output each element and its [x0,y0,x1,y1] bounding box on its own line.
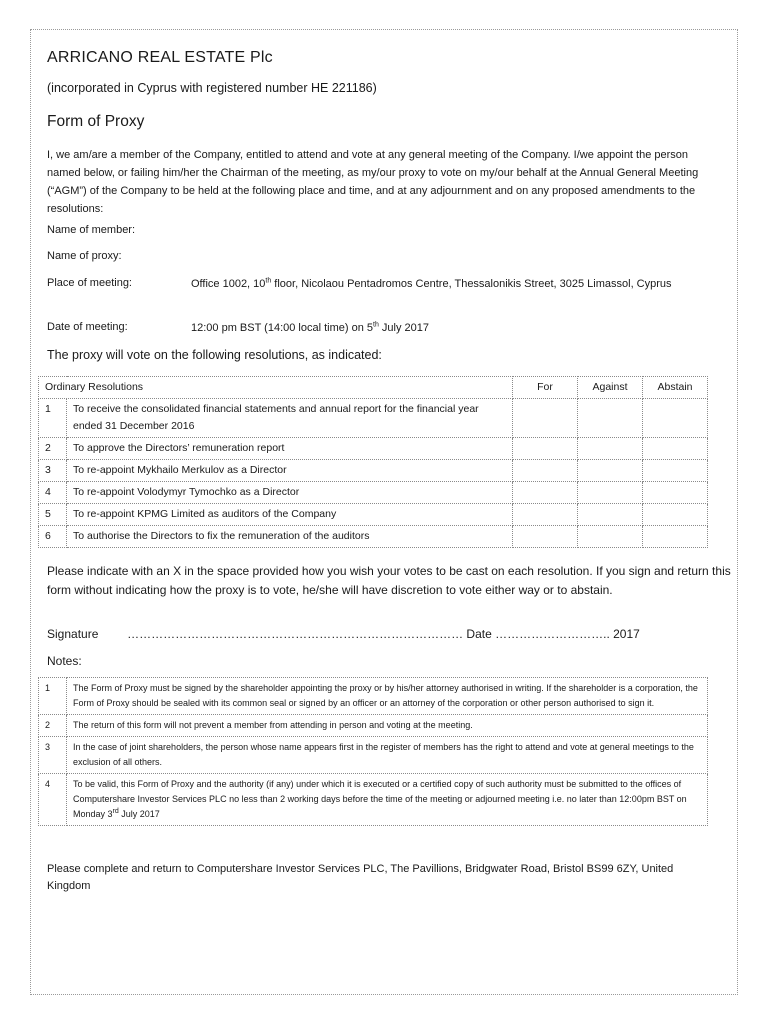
resolution-number: 3 [39,460,67,482]
col-for: For [513,377,578,399]
proxy-name-label: Name of proxy: [47,250,122,262]
vote-for-cell[interactable] [513,526,578,548]
table-row [39,678,708,715]
resolution-number: 5 [39,504,67,526]
note-text: In the case of joint shareholders, the person whose name appears first in the register of members has the right to attend and vote at general meetings to the exclusion of all others. [67,737,708,774]
place-label: Place of meeting: [47,277,132,289]
company-name: ARRICANO REAL ESTATE Plc [47,49,273,66]
signature-row [47,627,640,641]
date-line[interactable]: ……………………….. [495,627,610,641]
resolution-number: 1 [39,399,67,438]
vote-abstain-cell[interactable] [643,460,708,482]
col-abstain: Abstain [643,377,708,399]
vote-against-cell[interactable] [578,438,643,460]
resolutions-table [38,376,708,548]
note-number: 2 [39,715,67,737]
date-value-part-b: July 2017 [378,322,430,334]
vote-against-cell[interactable] [578,482,643,504]
signature-line[interactable]: ………………………………………………………………………… [127,627,464,641]
vote-against-cell[interactable] [578,399,643,438]
date-label: Date of meeting: [47,321,128,333]
date-value-sup: th [373,321,379,329]
vote-abstain-cell[interactable] [643,482,708,504]
resolution-text: To receive the consolidated financial statements and annual report for the financial year ended 31 December 2016 [67,399,513,438]
place-value-part-b: floor, Nicolaou Pentadromos Centre, Thessalonikis Street, 3025 Limassol, Cyprus [271,278,672,290]
return-instructions: Please complete and return to Computershare Investor Services PLC, The Pavillions, Bridgwater Road, Bristol BS99 6ZY, United Kingdom [47,863,674,892]
note-text: The Form of Proxy must be signed by the shareholder appointing the proxy or by his/her attorney authorised in writing. If the shareholder is a corporation, the Form of Proxy should be sealed with its common seal or signed by an officer or an attorney of the corporation or other person authorised to sign it. [67,678,708,715]
note-text-part-b: July 2017 [118,809,160,819]
member-name-label: Name of member: [47,224,136,236]
table-row [39,504,708,526]
vote-for-cell[interactable] [513,482,578,504]
resolution-text: To re-appoint Mykhailo Merkulov as a Director [67,460,513,482]
vote-abstain-cell[interactable] [643,438,708,460]
note-text-part-a: To be valid, this Form of Proxy and the authority (if any) under which it is executed or a certified copy of such authority must be submitted to the offices of Computershare Investor Services PLC no less than 2 working days before the time of the meeting or adjourned meeting i.e. no later than 12:00pm BST on Monday 3 [73,779,687,819]
resolutions-header: Ordinary Resolutions [39,377,513,399]
vote-abstain-cell[interactable] [643,526,708,548]
vote-for-cell[interactable] [513,438,578,460]
vote-for-cell[interactable] [513,460,578,482]
note-number: 4 [39,774,67,826]
resolution-text: To re-appoint Volodymyr Tymochko as a Director [67,482,513,504]
incorporation-note: (incorporated in Cyprus with registered number HE 221186) [47,81,377,95]
place-value [191,276,691,293]
table-row [39,715,708,737]
resolution-text: To re-appoint KPMG Limited as auditors of the Company [67,504,513,526]
form-title: Form of Proxy [47,113,145,130]
vote-for-cell[interactable] [513,399,578,438]
resolution-number: 6 [39,526,67,548]
table-row [39,438,708,460]
place-value-sup: th [265,277,272,285]
note-text [67,774,708,826]
resolution-text: To authorise the Directors to fix the remuneration of the auditors [67,526,513,548]
signature-year: 2017 [613,627,640,641]
table-row [39,774,708,826]
resolution-number: 2 [39,438,67,460]
resolution-number: 4 [39,482,67,504]
resolution-text: To approve the Directors’ remuneration report [67,438,513,460]
vote-against-cell[interactable] [578,504,643,526]
note-number: 1 [39,678,67,715]
table-row [39,737,708,774]
table-row [39,460,708,482]
table-row [39,399,708,438]
vote-abstain-cell[interactable] [643,399,708,438]
note-text-sup: rd [112,808,119,815]
date-value [191,320,691,337]
table-row [39,526,708,548]
voting-instructions: Please indicate with an X in the space provided how you wish your votes to be cast on each resolution. If you sign and return this form without indicating how the proxy is to vote, he/she will have discretion to vote either way or to abstain. [47,564,731,597]
col-against: Against [578,377,643,399]
date-field-label: Date [466,627,492,641]
vote-against-cell[interactable] [578,460,643,482]
vote-against-cell[interactable] [578,526,643,548]
proxy-vote-heading: The proxy will vote on the following resolutions, as indicated: [47,348,382,362]
signature-label: Signature [47,627,99,641]
date-value-part-a: 12:00 pm BST (14:00 local time) on 5 [191,322,374,334]
table-row [39,482,708,504]
place-value-part-a: Office 1002, 10 [191,278,266,290]
vote-abstain-cell[interactable] [643,504,708,526]
intro-paragraph: I, we am/are a member of the Company, entitled to attend and vote at any general meeting of the Company. I/we appoint the person named below, or failing him/her the Chairman of the meeting, as my/our proxy to vote on my/our behalf at the Annual General Meeting (“AGM”) of the Company to be held at the following place and time, and at any adjournment and on any proposed amendments to the resolutions: [47,149,699,215]
notes-table [38,677,708,826]
resolutions-header-row [39,377,708,399]
notes-heading: Notes: [47,654,82,668]
note-text: The return of this form will not prevent a member from attending in person and voting at the meeting. [67,715,708,737]
vote-for-cell[interactable] [513,504,578,526]
note-number: 3 [39,737,67,774]
